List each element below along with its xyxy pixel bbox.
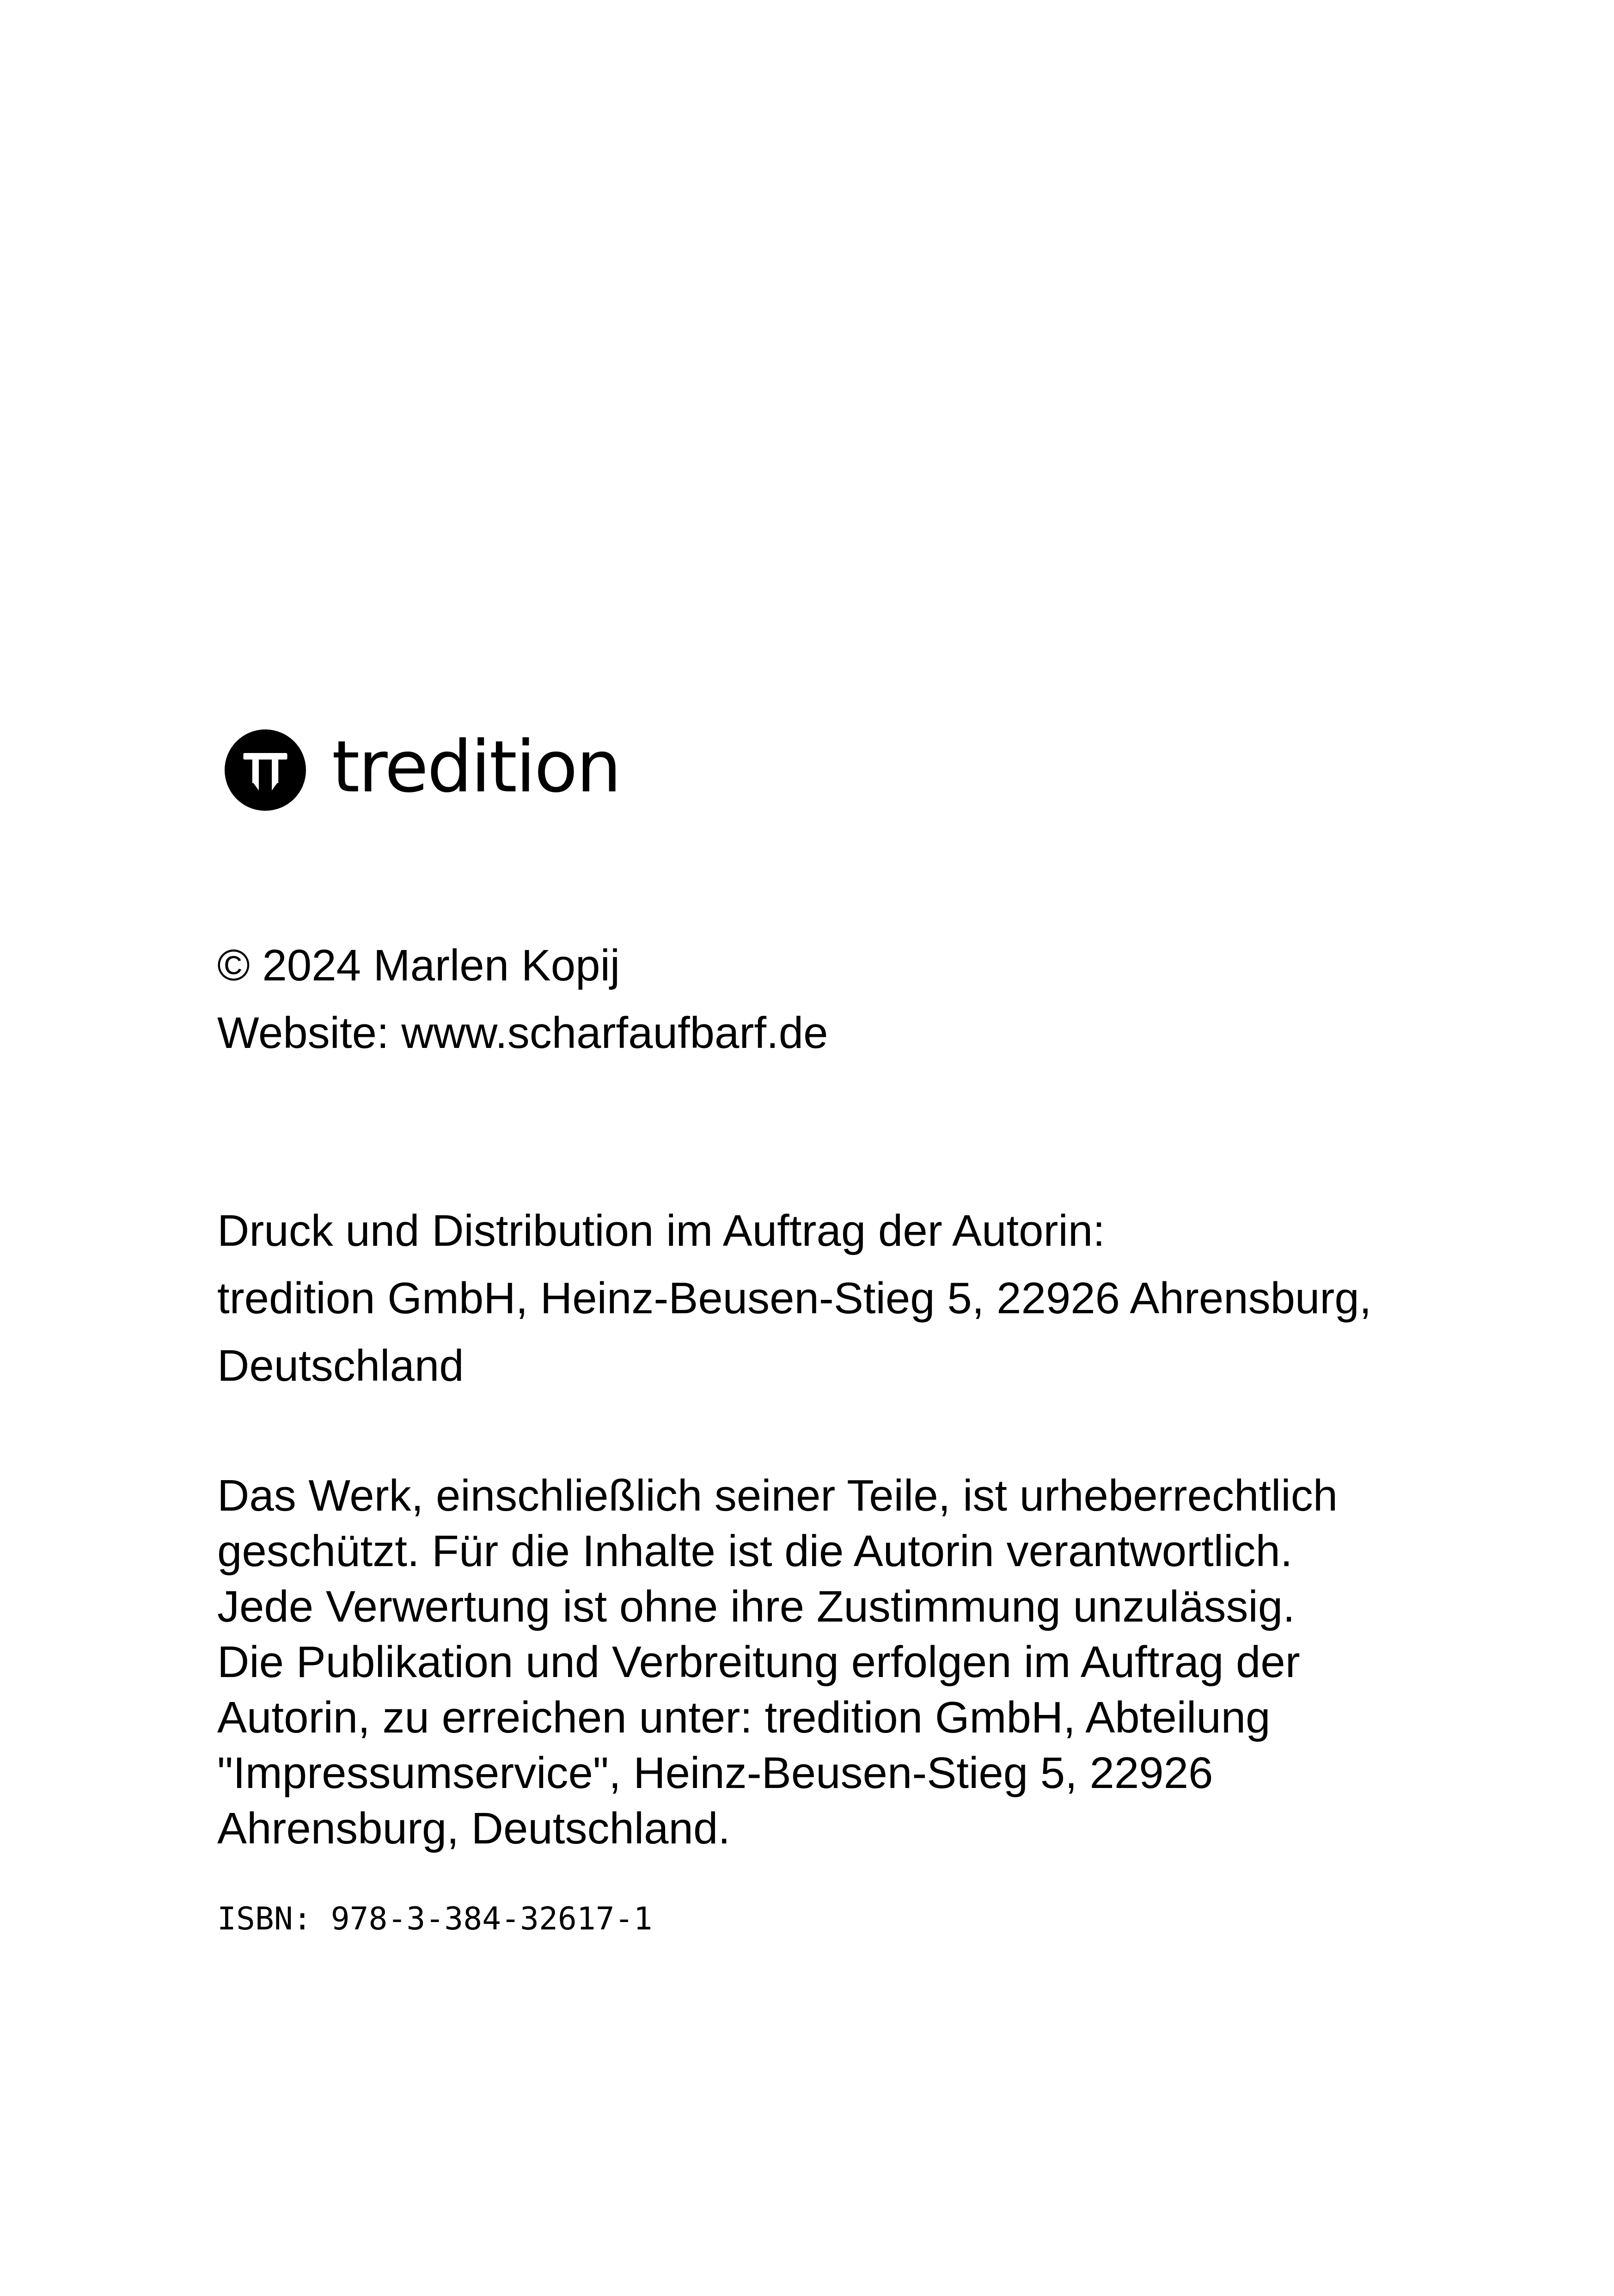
isbn-line: ISBN: 978-3-384-32617-1 bbox=[217, 1901, 653, 1937]
print-line: Druck und Distribution im Auftrag der Autorin: bbox=[217, 1206, 1105, 1255]
print-line: tredition GmbH, Heinz-Beusen-Stieg 5, 22926 Ahrensburg, bbox=[217, 1274, 1372, 1323]
copyright-block bbox=[217, 932, 1442, 1067]
legal-notice bbox=[217, 1468, 1442, 1856]
legal-line: Autorin, zu erreichen unter: tredition GmbH, Abteilung bbox=[217, 1693, 1271, 1742]
legal-line: Ahrensburg, Deutschland. bbox=[217, 1804, 730, 1853]
website-line: Website: www.scharfaufbarf.de bbox=[217, 1008, 828, 1058]
print-line: Deutschland bbox=[217, 1341, 464, 1390]
legal-line: Die Publikation und Verbreitung erfolgen im Auftrag der bbox=[217, 1637, 1300, 1687]
legal-line: Das Werk, einschließlich seiner Teile, ist urheberrechtlich bbox=[217, 1471, 1338, 1520]
legal-line: geschützt. Für die Inhalte ist die Autorin verantwortlich. bbox=[217, 1526, 1293, 1576]
print-distribution-block bbox=[217, 1197, 1442, 1400]
publisher-wordmark: tredition bbox=[332, 726, 620, 808]
legal-line: Jede Verwertung ist ohne ihre Zustimmung unzulässig. bbox=[217, 1582, 1295, 1631]
publisher-logo bbox=[225, 728, 620, 812]
legal-line: "Impressumservice", Heinz-Beusen-Stieg 5, 22926 bbox=[217, 1748, 1213, 1798]
tredition-logo-icon bbox=[225, 729, 306, 811]
copyright-line: © 2024 Marlen Kopij bbox=[217, 941, 620, 990]
